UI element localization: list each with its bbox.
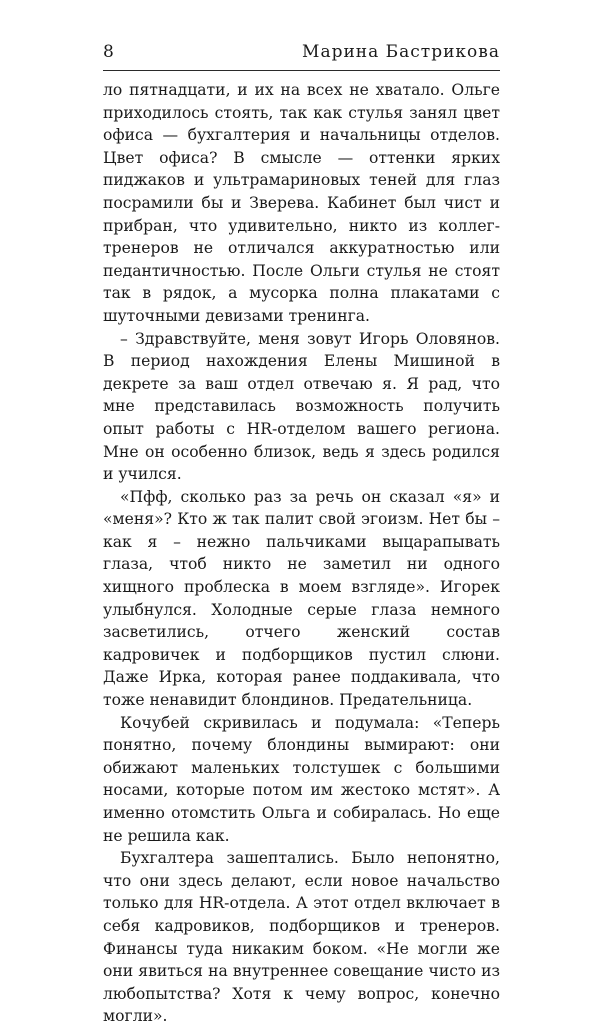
page-header [103,40,500,71]
paragraph: «Пфф, сколько раз за речь он сказал «я» и «меня»? Кто ж так палит свой эгоизм. Нет бы – как я – нежно пальчиками выцарапывать глаза, чтоб никто не заметил ни одного хищного проблеска в моем взгляде». Игорек улыбнулся. Холодные серые глаза немного засветились, отчего женский состав кадровичек и подборщиков пустил слюни. Даже Ирка, которая ранее поддакивала, что тоже ненавидит блондинов. Предательница. [103,487,500,710]
paragraph: – Здравствуйте, меня зовут Игорь Оловянов. В период нахождения Елены Мишиной в декрете за ваш отдел отвечаю я. Я рад, что мне представилась возможность получить опыт работы с HR-отделом вашего региона. Мне он особенно близок, ведь я здесь родился и учился. [103,329,500,484]
page-number: 8 [103,42,115,62]
paragraph: Кочубей скривилась и подумала: «Теперь понятно, почему блондины вымирают: они обижают маленьких толстушек с большими носами, которые потом им жестоко мстят». А именно отомстить Ольга и собиралась. Но еще не решила как. [103,713,500,845]
paragraph: ло пятнадцати, и их на всех не хватало. Ольге приходилось стоять, так как стулья занял цвет офиса — бухгалтерия и начальницы отделов. Цвет офиса? В смысле — оттенки ярких пиджаков и ультрамариновых теней для глаз посрамили бы и Зверева. Кабинет был чист и прибран, что удивительно, никто из коллег-тренеров не отличался аккуратностью или педантичностью. После Ольги стулья не стоят так в рядок, а мусорка полна плакатами с шуточными девизами тренинга. [103,81,500,325]
running-title: Марина Бастрикова [302,42,500,62]
paragraph: Бухгалтера зашептались. Было непонятно, что они здесь делают, если новое начальство только для HR-отдела. А этот отдел включает в себя кадровиков, подборщиков и тренеров. Финансы туда никаким боком. «Не могли же они явиться на внутреннее совещание чисто из любопытства? Хотя к чему вопрос, конечно могли». [103,849,500,1026]
body-text [103,79,500,1028]
